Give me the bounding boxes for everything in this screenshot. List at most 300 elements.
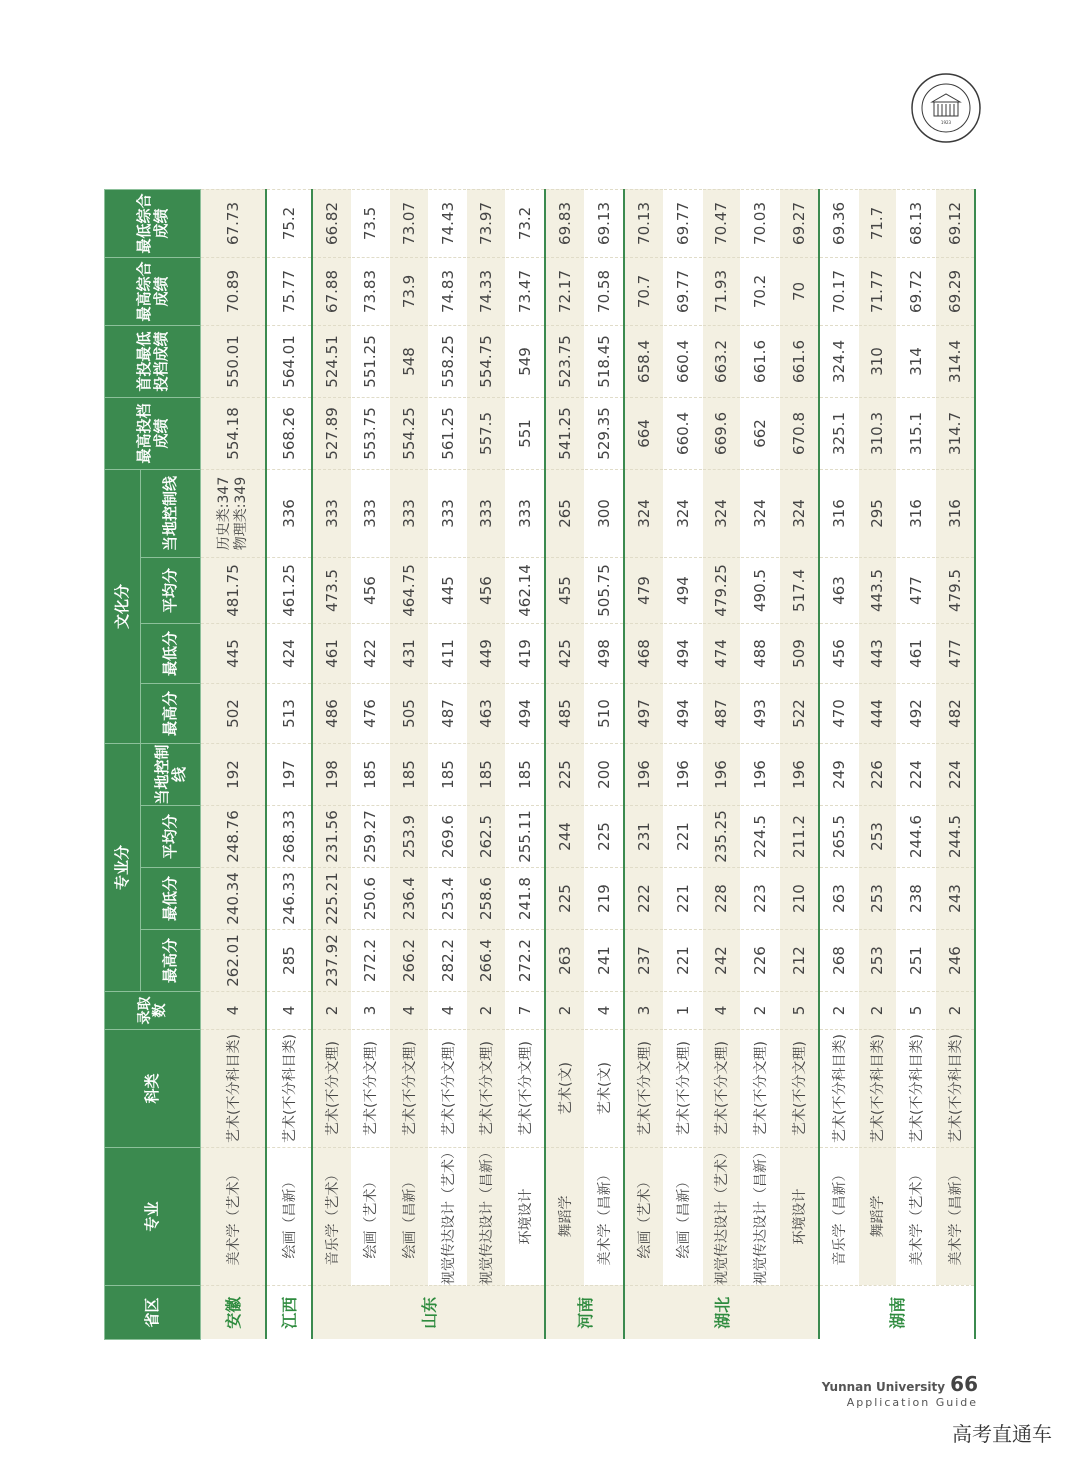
cult-avg-cell: 479 [624,557,664,623]
first-min-file-cell: 558.25 [428,325,467,397]
max-comp-cell: 71.93 [702,257,741,325]
prof-avg-cell: 253 [858,806,897,868]
prof-max-cell: 242 [702,930,741,992]
category-cell: 艺术(不分文理) [390,1030,429,1148]
prof-min-cell: 221 [663,868,702,930]
cult-min-cell: 419 [505,623,545,683]
min-comp-cell: 73.07 [390,189,429,257]
min-comp-cell: 69.12 [935,189,975,257]
max-file-cell: 670.8 [779,397,819,469]
min-comp-cell: 71.7 [858,189,897,257]
major-cell: 音乐学（昌新） [819,1148,859,1286]
major-cell: 绘画（昌新） [266,1148,312,1286]
prof-max-cell: 266.4 [467,930,506,992]
prof-line-cell: 196 [624,743,664,805]
major-cell: 美术学（艺术） [897,1148,936,1286]
prof-avg-cell: 224.5 [741,806,780,868]
table-body [201,189,976,1339]
first-min-file-cell: 550.01 [201,325,266,397]
cult-min-cell: 468 [624,623,664,683]
prof-line-cell: 224 [935,743,975,805]
admitted-cell: 5 [897,992,936,1030]
admitted-cell: 2 [741,992,780,1030]
first-min-file-cell: 310 [858,325,897,397]
major-cell: 环境设计 [779,1148,819,1286]
category-cell: 艺术(不分科目类) [897,1030,936,1148]
table-row [505,189,545,1339]
cult-line-cell: 324 [741,469,780,557]
cult-avg-cell: 461.25 [266,557,312,623]
table-row [663,189,702,1339]
cult-line-cell: 295 [858,469,897,557]
first-min-file-cell: 551.25 [351,325,390,397]
prof-line-cell: 185 [351,743,390,805]
table-row [390,189,429,1339]
cult-line-cell: 333 [505,469,545,557]
cult-min-cell: 456 [819,623,859,683]
category-cell: 艺术(不分文理) [312,1030,352,1148]
table-row [545,189,585,1339]
prof-line-cell: 196 [663,743,702,805]
table-row [266,189,312,1339]
max-comp-cell: 71.77 [858,257,897,325]
prof-min-cell: 223 [741,868,780,930]
category-cell: 艺术(文) [584,1030,624,1148]
prof-avg-cell: 231.56 [312,806,352,868]
max-file-cell: 669.6 [702,397,741,469]
max-file-cell: 529.35 [584,397,624,469]
admitted-cell: 2 [858,992,897,1030]
cult-min-cell: 411 [428,623,467,683]
category-cell: 艺术(不分文理) [663,1030,702,1148]
max-comp-cell: 73.83 [351,257,390,325]
cult-max-cell: 510 [584,683,624,743]
prof-line-cell: 185 [428,743,467,805]
cult-max-cell: 487 [428,683,467,743]
category-cell: 艺术(不分文理) [779,1030,819,1148]
min-comp-cell: 69.13 [584,189,624,257]
first-min-file-cell: 518.45 [584,325,624,397]
prof-max-cell: 272.2 [351,930,390,992]
max-comp-cell: 74.83 [428,257,467,325]
max-file-cell: 662 [741,397,780,469]
watermark: 高考直通车 [952,1422,1052,1446]
admitted-cell: 2 [935,992,975,1030]
admission-score-table [104,189,976,1340]
prof-min-cell: 240.34 [201,868,266,930]
cult-min-cell: 509 [779,623,819,683]
max-comp-cell: 70.89 [201,257,266,325]
min-comp-cell: 73.97 [467,189,506,257]
cult-avg-cell: 505.75 [584,557,624,623]
cult-min-cell: 498 [584,623,624,683]
cult-avg-cell: 455 [545,557,585,623]
table-row [779,189,819,1339]
header-cult-line: 当地控制线 [141,469,201,557]
prof-line-cell: 225 [545,743,585,805]
admitted-cell: 5 [779,992,819,1030]
prof-max-cell: 282.2 [428,930,467,992]
prof-max-cell: 253 [858,930,897,992]
major-cell: 视觉传达设计（昌新） [741,1148,780,1286]
prof-avg-cell: 253.9 [390,806,429,868]
table-row [584,189,624,1339]
cult-min-cell: 461 [897,623,936,683]
prof-avg-cell: 259.27 [351,806,390,868]
prof-line-cell: 249 [819,743,859,805]
prof-avg-cell: 244 [545,806,585,868]
prof-avg-cell: 262.5 [467,806,506,868]
cult-line-cell: 316 [935,469,975,557]
cult-line-cell: 300 [584,469,624,557]
first-min-file-cell: 314 [897,325,936,397]
prof-max-cell: 237 [624,930,664,992]
cult-min-cell: 431 [390,623,429,683]
first-min-file-cell: 564.01 [266,325,312,397]
cult-line-cell: 333 [467,469,506,557]
prof-line-cell: 198 [312,743,352,805]
cult-max-cell: 463 [467,683,506,743]
province-cell: 湖南 [819,1286,975,1340]
cult-max-cell: 493 [741,683,780,743]
cult-max-cell: 444 [858,683,897,743]
prof-max-cell: 246 [935,930,975,992]
max-file-cell: 551 [505,397,545,469]
category-cell: 艺术(不分科目类) [935,1030,975,1148]
header-prof-min: 最低分 [141,868,201,930]
cult-line-cell: 324 [702,469,741,557]
admitted-cell: 1 [663,992,702,1030]
svg-text:1923: 1923 [940,120,952,125]
max-file-cell: 527.89 [312,397,352,469]
max-comp-cell: 73.47 [505,257,545,325]
major-cell: 环境设计 [505,1148,545,1286]
prof-min-cell: 228 [702,868,741,930]
cult-max-cell: 486 [312,683,352,743]
category-cell: 艺术(不分文理) [467,1030,506,1148]
max-comp-cell: 70.58 [584,257,624,325]
cult-avg-cell: 445 [428,557,467,623]
max-file-cell: 554.25 [390,397,429,469]
cult-max-cell: 502 [201,683,266,743]
cult-avg-cell: 464.75 [390,557,429,623]
cult-max-cell: 497 [624,683,664,743]
cult-avg-cell: 473.5 [312,557,352,623]
prof-line-cell: 185 [467,743,506,805]
admitted-cell: 4 [390,992,429,1030]
category-cell: 艺术(不分文理) [702,1030,741,1148]
max-comp-cell: 70.7 [624,257,664,325]
major-cell: 美术学（昌新） [584,1148,624,1286]
header-cult-max: 最高分 [141,683,201,743]
prof-max-cell: 263 [545,930,585,992]
table-row [312,189,352,1339]
first-min-file-cell: 548 [390,325,429,397]
prof-min-cell: 219 [584,868,624,930]
first-min-file-cell: 554.75 [467,325,506,397]
cult-line-cell: 324 [779,469,819,557]
prof-line-cell: 200 [584,743,624,805]
prof-min-cell: 246.33 [266,868,312,930]
cult-max-cell: 482 [935,683,975,743]
admitted-cell: 2 [312,992,352,1030]
min-comp-cell: 70.13 [624,189,664,257]
prof-avg-cell: 221 [663,806,702,868]
category-cell: 艺术(不分文理) [741,1030,780,1148]
max-file-cell: 660.4 [663,397,702,469]
max-comp-cell: 67.88 [312,257,352,325]
admitted-cell: 4 [584,992,624,1030]
header-admitted: 录取数 [105,992,201,1030]
min-comp-cell: 69.77 [663,189,702,257]
major-cell: 美术学（昌新） [935,1148,975,1286]
max-file-cell: 561.25 [428,397,467,469]
cult-max-cell: 513 [266,683,312,743]
prof-line-cell: 196 [741,743,780,805]
cult-min-cell: 425 [545,623,585,683]
prof-avg-cell: 211.2 [779,806,819,868]
max-comp-cell: 69.29 [935,257,975,325]
max-comp-cell: 70.17 [819,257,859,325]
major-cell: 舞蹈学 [858,1148,897,1286]
header-province: 省区 [105,1286,201,1340]
table-row [702,189,741,1339]
cult-avg-cell: 463 [819,557,859,623]
cult-line-cell: 316 [819,469,859,557]
cult-min-cell: 443 [858,623,897,683]
cult-line-cell: 333 [312,469,352,557]
cult-avg-cell: 517.4 [779,557,819,623]
first-min-file-cell: 660.4 [663,325,702,397]
cult-line-cell: 316 [897,469,936,557]
max-comp-cell: 73.9 [390,257,429,325]
major-cell: 舞蹈学 [545,1148,585,1286]
prof-line-cell: 226 [858,743,897,805]
admitted-cell: 3 [624,992,664,1030]
prof-avg-cell: 235.25 [702,806,741,868]
table-row [935,189,975,1339]
major-cell: 视觉传达设计（昌新） [467,1148,506,1286]
min-comp-cell: 67.73 [201,189,266,257]
prof-line-cell: 185 [390,743,429,805]
cult-min-cell: 449 [467,623,506,683]
cult-line-cell: 333 [428,469,467,557]
cult-max-cell: 505 [390,683,429,743]
prof-max-cell: 237.92 [312,930,352,992]
prof-min-cell: 250.6 [351,868,390,930]
prof-max-cell: 212 [779,930,819,992]
prof-min-cell: 238 [897,868,936,930]
major-cell: 音乐学（艺术） [312,1148,352,1286]
province-cell: 江西 [266,1286,312,1340]
cult-max-cell: 476 [351,683,390,743]
prof-line-cell: 196 [702,743,741,805]
prof-line-cell: 196 [779,743,819,805]
cult-avg-cell: 490.5 [741,557,780,623]
min-comp-cell: 70.03 [741,189,780,257]
first-min-file-cell: 523.75 [545,325,585,397]
cult-line-cell: 333 [351,469,390,557]
major-cell: 绘画（艺术） [624,1148,664,1286]
min-comp-cell: 66.82 [312,189,352,257]
cult-min-cell: 461 [312,623,352,683]
max-comp-cell: 72.17 [545,257,585,325]
header-cult-avg: 平均分 [141,557,201,623]
prof-max-cell: 251 [897,930,936,992]
max-file-cell: 541.25 [545,397,585,469]
cult-min-cell: 424 [266,623,312,683]
first-min-file-cell: 663.2 [702,325,741,397]
first-min-file-cell: 658.4 [624,325,664,397]
cult-min-cell: 474 [702,623,741,683]
admitted-cell: 2 [545,992,585,1030]
min-comp-cell: 73.2 [505,189,545,257]
cult-avg-cell: 462.14 [505,557,545,623]
cult-line-cell: 历史类:347 物理类:349 [201,469,266,557]
cult-max-cell: 494 [663,683,702,743]
admitted-cell: 4 [266,992,312,1030]
category-cell: 艺术(不分文理) [505,1030,545,1148]
max-comp-cell: 69.77 [663,257,702,325]
prof-avg-cell: 244.6 [897,806,936,868]
first-min-file-cell: 549 [505,325,545,397]
prof-min-cell: 222 [624,868,664,930]
cult-line-cell: 333 [390,469,429,557]
admission-table-wrapper [104,190,976,1340]
cult-min-cell: 445 [201,623,266,683]
table-row [467,189,506,1339]
header-major: 专业 [105,1148,201,1286]
prof-avg-cell: 231 [624,806,664,868]
category-cell: 艺术(文) [545,1030,585,1148]
major-cell: 绘画（昌新） [663,1148,702,1286]
header-min-comp: 最低综合成绩 [105,189,201,257]
prof-line-cell: 192 [201,743,266,805]
cult-min-cell: 477 [935,623,975,683]
category-cell: 艺术(不分文理) [624,1030,664,1148]
admitted-cell: 4 [201,992,266,1030]
header-cult-min: 最低分 [141,623,201,683]
cult-avg-cell: 479.5 [935,557,975,623]
cult-avg-cell: 494 [663,557,702,623]
cult-line-cell: 336 [266,469,312,557]
province-cell: 湖北 [624,1286,819,1340]
admitted-cell: 4 [702,992,741,1030]
prof-max-cell: 221 [663,930,702,992]
admitted-cell: 7 [505,992,545,1030]
max-comp-cell: 74.33 [467,257,506,325]
province-cell: 山东 [312,1286,545,1340]
table-row [351,189,390,1339]
max-file-cell: 315.1 [897,397,936,469]
province-cell: 河南 [545,1286,624,1340]
prof-avg-cell: 225 [584,806,624,868]
major-cell: 视觉传达设计（艺术） [702,1148,741,1286]
first-min-file-cell: 524.51 [312,325,352,397]
prof-max-cell: 241 [584,930,624,992]
min-comp-cell: 70.47 [702,189,741,257]
header-cult-group: 文化分 [105,469,141,743]
category-cell: 艺术(不分科目类) [201,1030,266,1148]
prof-min-cell: 263 [819,868,859,930]
prof-min-cell: 253.4 [428,868,467,930]
major-cell: 绘画（艺术） [351,1148,390,1286]
prof-avg-cell: 255.11 [505,806,545,868]
header-max-comp: 最高综合成绩 [105,257,201,325]
cult-min-cell: 422 [351,623,390,683]
max-file-cell: 310.3 [858,397,897,469]
header-prof-group: 专业分 [105,743,141,991]
max-file-cell: 314.7 [935,397,975,469]
max-file-cell: 325.1 [819,397,859,469]
header-prof-line: 当地控制线 [141,743,201,805]
table-row [624,189,664,1339]
min-comp-cell: 68.13 [897,189,936,257]
cult-min-cell: 494 [663,623,702,683]
cult-max-cell: 492 [897,683,936,743]
min-comp-cell: 74.43 [428,189,467,257]
table-row [819,189,859,1339]
prof-min-cell: 225.21 [312,868,352,930]
category-cell: 艺术(不分文理) [428,1030,467,1148]
max-file-cell: 554.18 [201,397,266,469]
cult-line-cell: 324 [663,469,702,557]
major-cell: 绘画（昌新） [390,1148,429,1286]
max-file-cell: 553.75 [351,397,390,469]
max-comp-cell: 70.2 [741,257,780,325]
max-file-cell: 557.5 [467,397,506,469]
prof-min-cell: 210 [779,868,819,930]
category-cell: 艺术(不分科目类) [819,1030,859,1148]
prof-avg-cell: 268.33 [266,806,312,868]
admitted-cell: 2 [819,992,859,1030]
prof-min-cell: 258.6 [467,868,506,930]
table-row [858,189,897,1339]
header-category: 科类 [105,1030,201,1148]
table-row [897,189,936,1339]
cult-avg-cell: 456 [467,557,506,623]
prof-avg-cell: 244.5 [935,806,975,868]
cult-avg-cell: 456 [351,557,390,623]
prof-line-cell: 197 [266,743,312,805]
first-min-file-cell: 324.4 [819,325,859,397]
cult-max-cell: 470 [819,683,859,743]
category-cell: 艺术(不分科目类) [266,1030,312,1148]
prof-max-cell: 268 [819,930,859,992]
prof-max-cell: 226 [741,930,780,992]
cult-line-cell: 324 [624,469,664,557]
prof-min-cell: 253 [858,868,897,930]
prof-avg-cell: 265.5 [819,806,859,868]
min-comp-cell: 73.5 [351,189,390,257]
header-max-file: 最高投档成绩 [105,397,201,469]
cult-avg-cell: 479.25 [702,557,741,623]
min-comp-cell: 69.36 [819,189,859,257]
header-first-min-file: 首投最低投档成绩 [105,325,201,397]
min-comp-cell: 69.83 [545,189,585,257]
prof-line-cell: 224 [897,743,936,805]
table-row [201,189,266,1339]
prof-max-cell: 272.2 [505,930,545,992]
header-prof-avg: 平均分 [141,806,201,868]
prof-max-cell: 262.01 [201,930,266,992]
province-cell: 安徽 [201,1286,266,1340]
prof-min-cell: 241.8 [505,868,545,930]
prof-avg-cell: 269.6 [428,806,467,868]
page-number: 66 [950,1372,978,1396]
category-cell: 艺术(不分科目类) [858,1030,897,1148]
cult-max-cell: 494 [505,683,545,743]
